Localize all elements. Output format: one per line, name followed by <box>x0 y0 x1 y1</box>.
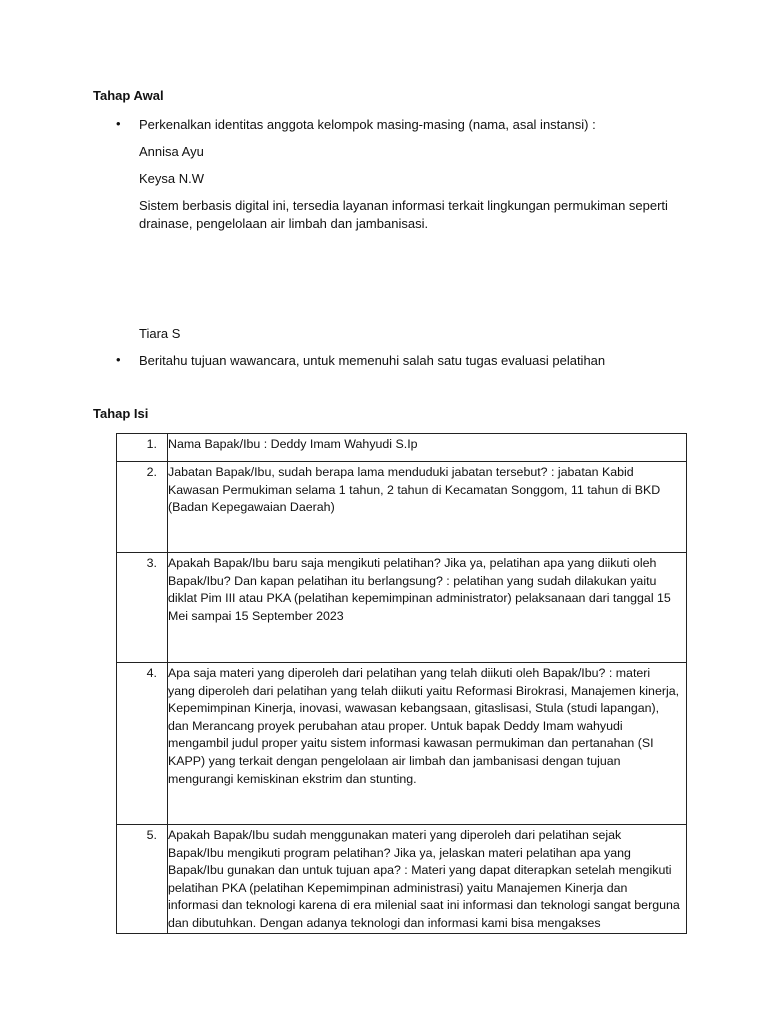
member-name-2: Keysa N.W <box>139 171 205 186</box>
row-text: Jabatan Bapak/Ibu, sudah berapa lama menduduki jabatan tersebut? : jabatan Kabid Kawasan Permukiman selama 1 tahun, 2 tahun di Kecamatan Songgom, 11 tahun di BKD (Badan Kepegawaian Daerah) <box>168 462 687 553</box>
table-row <box>117 462 687 553</box>
system-description: Sistem berbasis digital ini, tersedia layanan informasi terkait lingkungan permukiman seperti drainase, pengelolaan air limbah dan jambanisasi. <box>139 198 668 231</box>
row-number: 4. <box>117 663 168 825</box>
row-number: 3. <box>117 553 168 663</box>
section-title-tahap-isi: Tahap Isi <box>93 406 149 421</box>
row-number: 1. <box>117 434 168 462</box>
bullet-purpose-text: Beritahu tujuan wawancara, untuk memenuhi salah satu tugas evaluasi pelatihan <box>139 353 606 368</box>
member-name-1: Annisa Ayu <box>139 144 204 159</box>
row-text: Apa saja materi yang diperoleh dari pelatihan yang telah diikuti oleh Bapak/Ibu? : materi yang diperoleh dari pelatihan yang telah diikuti yaitu Reformasi Birokrasi, Manajemen kinerja, Kepemimpinan Kinerja, inovasi, wawasan kebangsaan, gitaslisasi, Stula (studi lapangan), dan Merancang proyek perubahan atau proper. Untuk bapak Deddy Imam wahyudi mengambil judul proper yaitu sistem informasi kawasan permukiman dan pertanahan (SI KAPP) yang terkait dengan pengelolaan air limbah dan jambanisasi dengan tujuan mengurangi kemiskinan ekstrim dan stunting. <box>168 663 687 825</box>
table-row <box>117 663 687 825</box>
row-number: 2. <box>117 462 168 553</box>
row-text: Nama Bapak/Ibu : Deddy Imam Wahyudi S.Ip <box>168 434 687 462</box>
row-text: Apakah Bapak/Ibu baru saja mengikuti pelatihan? Jika ya, pelatihan apa yang diikuti oleh Bapak/Ibu? Dan kapan pelatihan itu berlangsung? : pelatihan yang sudah dilakukan yaitu diklat Pim III atau PKA (pelatihan kepemimpinan administrator) pelaksanaan dari tanggal 15 Mei sampai 15 September 2023 <box>168 553 687 663</box>
member-name-3: Tiara S <box>139 326 181 341</box>
row-text: Apakah Bapak/Ibu sudah menggunakan materi yang diperoleh dari pelatihan sejak Bapak/Ibu mengikuti program pelatihan? Jika ya, jelaskan materi pelatihan apa yang Bapak/Ibu gunakan dan untuk tujuan apa? : Materi yang dapat diterapkan setelah mengikuti pelatihan PKA (pelatihan Kepemimpinan administrasi) yaitu Manajemen Kinerja dan informasi dan teknologi karena di era milenial saat ini informasi dan teknologi sangat berguna dan dibutuhkan. Dengan adanya teknologi dan informasi kami bisa mengakses <box>168 825 687 934</box>
section-title-tahap-awal: Tahap Awal <box>93 88 164 103</box>
row-number: 5. <box>117 825 168 934</box>
table-row <box>117 553 687 663</box>
table-row <box>117 825 687 934</box>
bullet-dot-icon: • <box>116 352 121 367</box>
bullet-dot-icon: • <box>116 116 121 131</box>
interview-table <box>116 433 687 934</box>
bullet-intro-text: Perkenalkan identitas anggota kelompok masing-masing (nama, asal instansi) : <box>139 117 596 132</box>
table-row <box>117 434 687 462</box>
